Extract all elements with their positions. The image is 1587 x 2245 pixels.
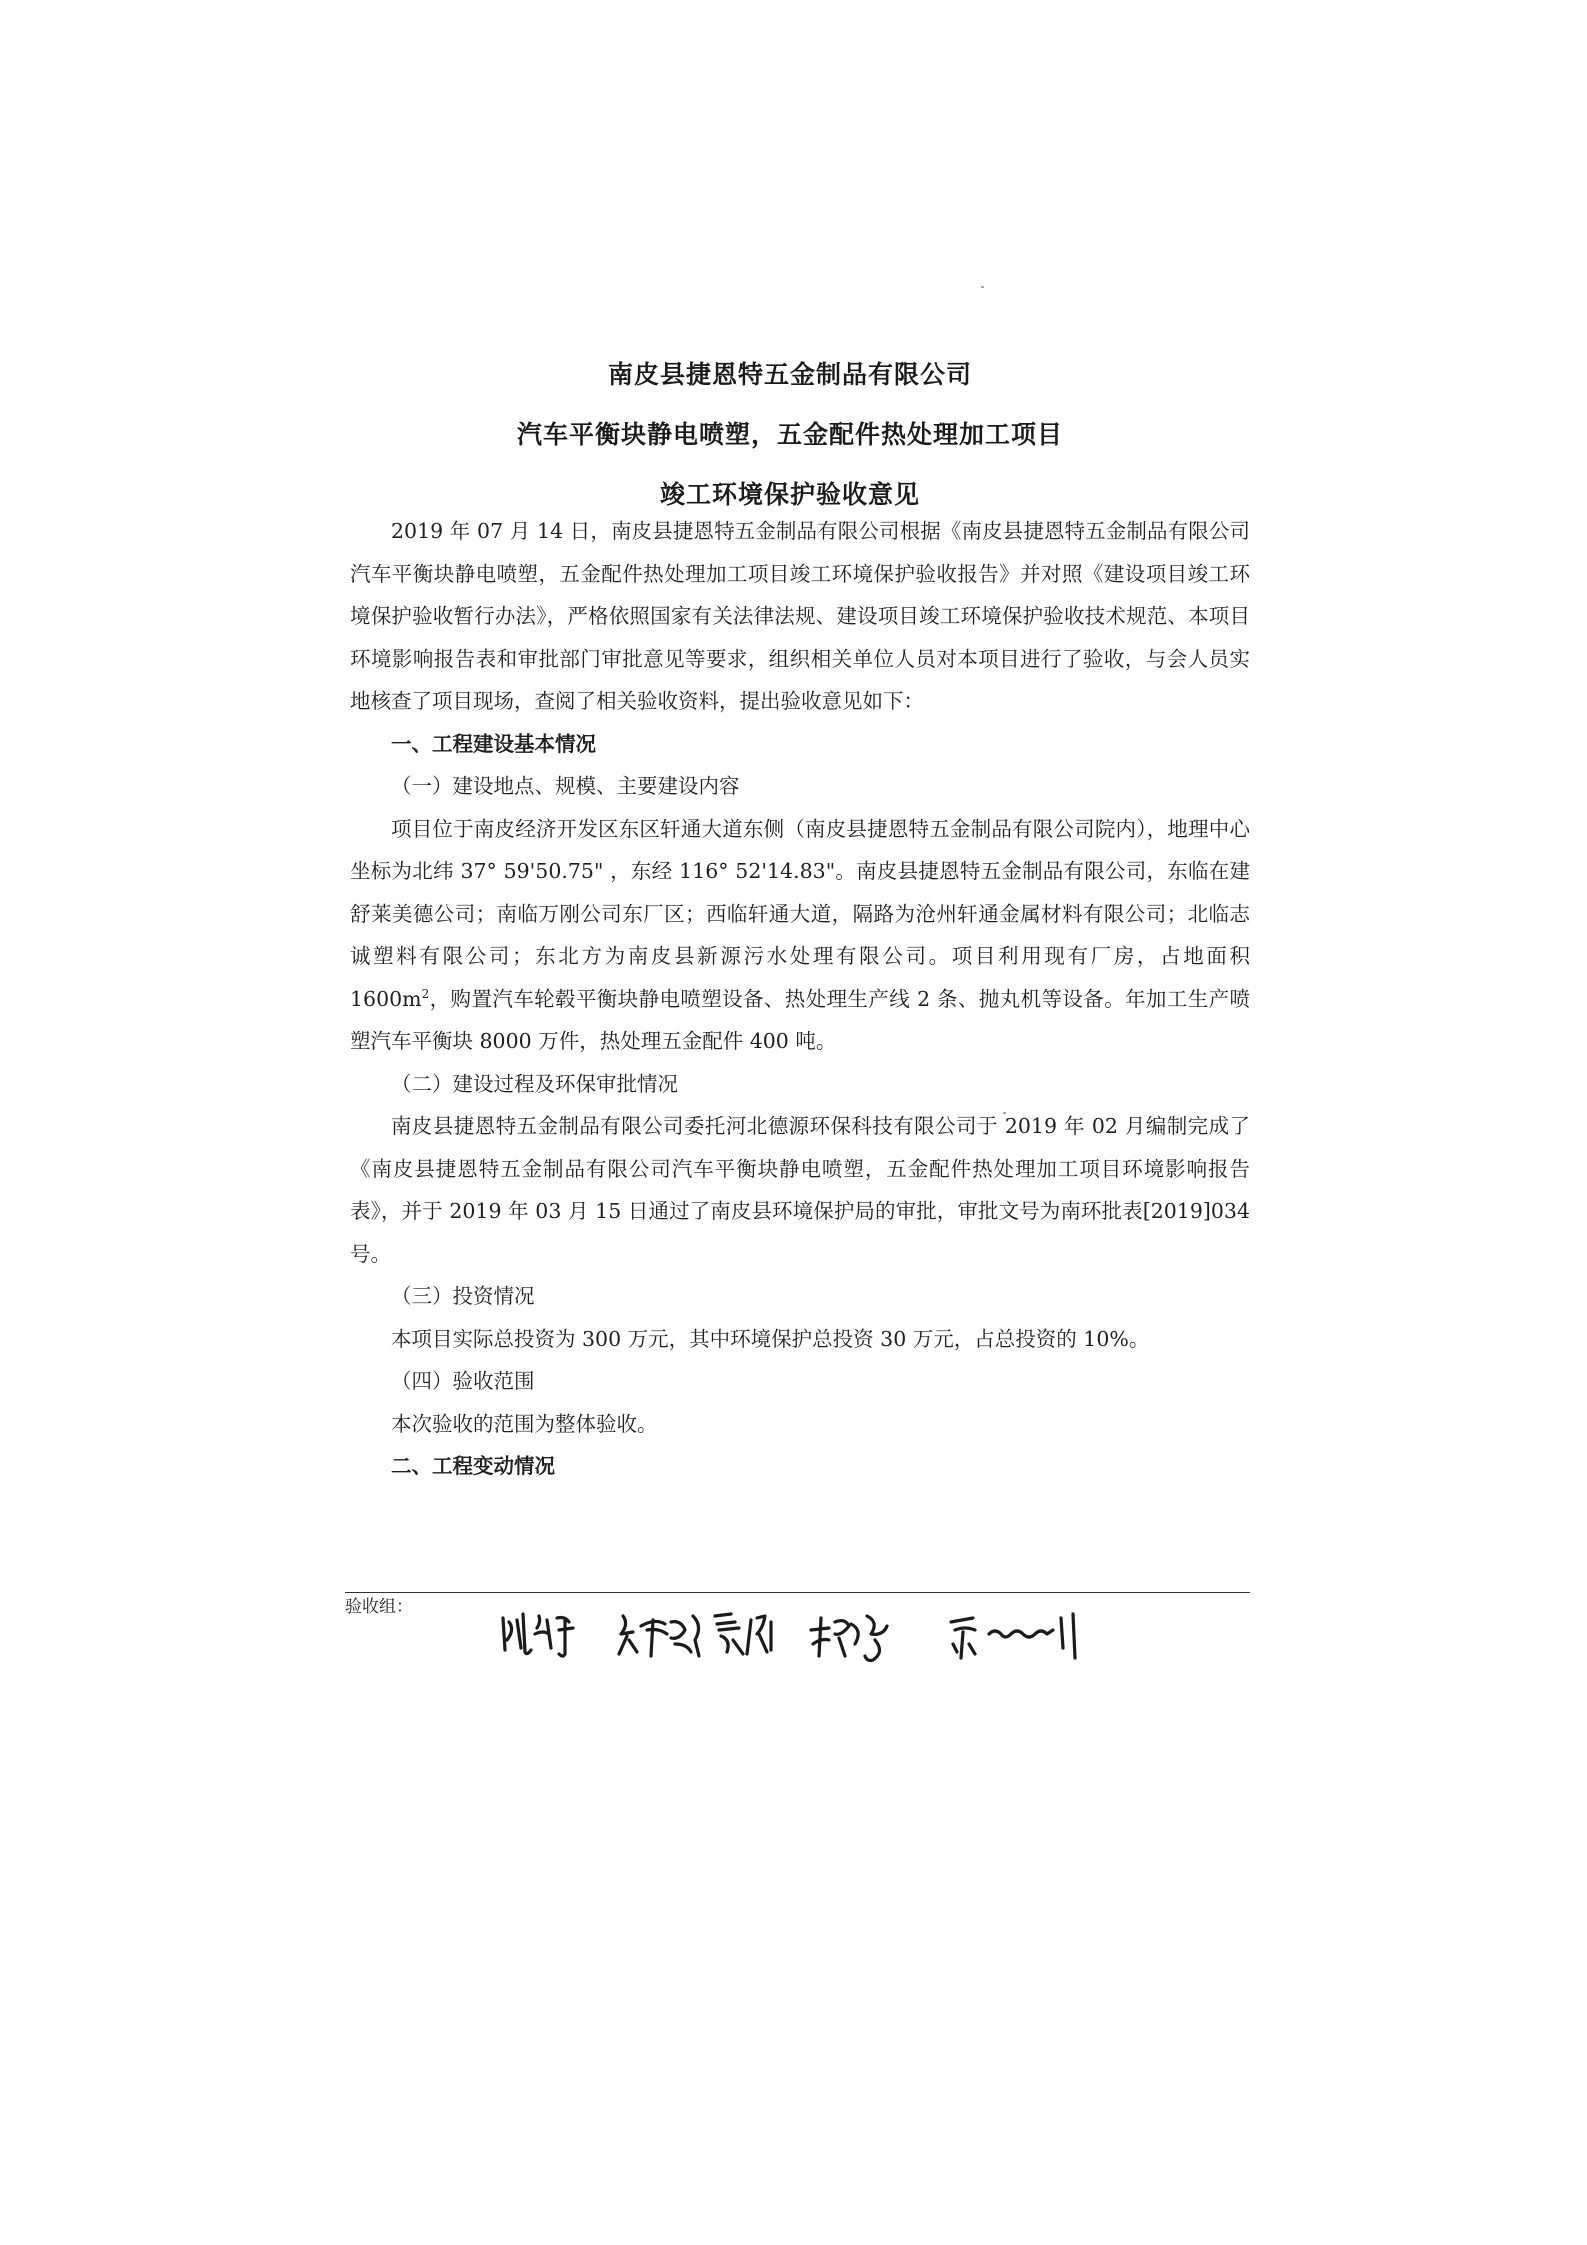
section1-sub3-text: 本项目实际总投资为 300 万元，其中环境保护总投资 30 万元，占总投资的 10%。 — [391, 1326, 1150, 1351]
section1-sub2-text: 南皮县捷恩特五金制品有限公司委托河北德源环保科技有限公司于 2019 年 02 月编制完成了《南皮县捷恩特五金制品有限公司汽车平衡块静电喷塑，五金配件热处理加工项目环境影响报告表》，并于 2019 年 03 月 15 日通过了南皮县环境保护局的审批，审批文号为南环批表[2019]034 号。 — [350, 1114, 1250, 1266]
scan-speck — [981, 286, 984, 288]
location-text: 项目位于南皮经济开发区东区轩通大道东侧（南皮县捷恩特五金制品有限公司院内），地理中心坐标为北纬 37° 59'50.75" ，东经 116° 52'14.83"。南皮县捷恩特五金制品有限公司，东临在建舒莱美德公司；南临万刚公司东厂区；西临轩通大道，隔路为沧州轩通金属材料有限公司；北临志诚塑料有限公司；东北方为南皮县新源污水处理有限公司。项目利用现有厂房，占地面积 1600m — [350, 816, 1250, 1011]
company-title: 南皮县捷恩特五金制品有限公司 — [607, 360, 972, 389]
area-unit-superscript: 2 — [421, 986, 430, 1001]
section1-sub3-heading: （三）投资情况 — [391, 1284, 535, 1308]
acceptance-group-label: 验收组： — [345, 1597, 413, 1617]
handwritten-signatures — [495, 1600, 1245, 1670]
document-title-block — [340, 345, 1240, 525]
section1-sub4-heading: （四）验收范围 — [391, 1369, 535, 1393]
section2-heading: 二、工程变动情况 — [391, 1454, 555, 1478]
section1-sub1-text — [350, 808, 1250, 1063]
section1-sub1-heading: （一）建设地点、规模、主要建设内容 — [391, 774, 740, 798]
section1-heading: 一、工程建设基本情况 — [391, 731, 596, 756]
intro-paragraph: 2019 年 07 月 14 日，南皮县捷恩特五金制品有限公司根据《南皮县捷恩特五金制品有限公司汽车平衡块静电喷塑，五金配件热处理加工项目竣工环境保护验收报告》并对照《建设项目竣工环境保护验收暂行办法》，严格依照国家有关法律法规、建设项目竣工环境保护验收技术规范、本项目环境影响报告表和审批部门审批意见等要求，组织相关单位人员对本项目进行了验收，与会人员实地核查了项目现场，查阅了相关验收资料，提出验收意见如下： — [350, 519, 1250, 713]
footer-divider — [345, 1592, 1250, 1593]
signature-2 — [619, 1616, 699, 1656]
document-body — [350, 510, 1250, 1488]
section1-sub4-text: 本次验收的范围为整体验收。 — [391, 1411, 658, 1436]
signature-3 — [715, 1614, 771, 1654]
signature-5 — [951, 1614, 1075, 1658]
project-title: 汽车平衡块静电喷塑，五金配件热处理加工项目 — [516, 420, 1063, 449]
document-subject: 竣工环境保护验收意见 — [659, 480, 920, 509]
signature-1 — [503, 1614, 573, 1656]
signatures-drawing — [495, 1600, 1245, 1670]
equipment-text: ，购置汽车轮毂平衡块静电喷塑设备、热处理生产线 2 条、抛丸机等设备。年加工生产喷塑汽车平衡块 8000 万件，热处理五金配件 400 吨。 — [350, 986, 1250, 1053]
signature-4 — [811, 1616, 887, 1661]
section1-sub2-heading: （二）建设过程及环保审批情况 — [391, 1071, 678, 1096]
